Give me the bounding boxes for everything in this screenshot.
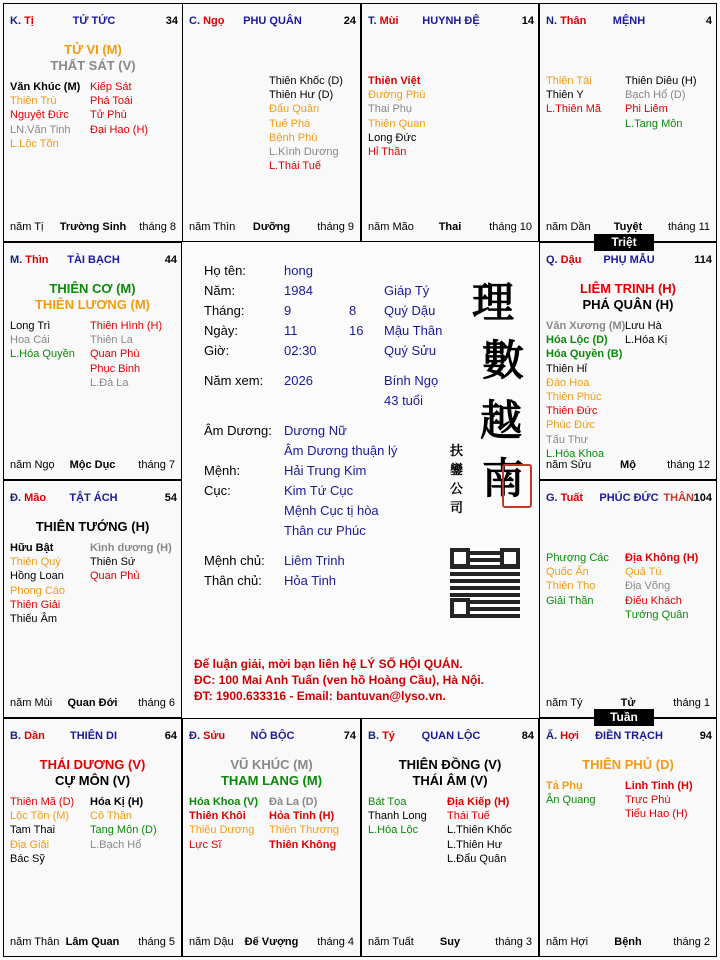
minor-star: L.Hóa Khoa (546, 447, 605, 460)
minor-star: Đà La (D) (269, 796, 318, 808)
palace-age: 24 (343, 15, 356, 27)
palace-footer (10, 697, 175, 711)
palace-ty (3, 3, 183, 242)
minor-star: Thiên Việt (368, 75, 421, 87)
seal-text: 扶 鑾 公 司 (450, 444, 464, 516)
palace-branch: Mão (24, 492, 47, 504)
minor-star: Thiên Trù (10, 95, 57, 108)
main-star: THIÊN CƠ (M) (49, 281, 136, 296)
star-list-left (10, 541, 65, 626)
minor-star: Hữu Bật (10, 542, 54, 554)
palace-year: năm Tuất (368, 936, 414, 948)
main-star: CỰ MÔN (V) (54, 773, 131, 788)
minor-star: Thiên Quý (10, 556, 61, 569)
main-star: VŨ KHÚC (M) (230, 757, 313, 772)
gio-label: Giờ: (204, 343, 230, 358)
palace-name: HUYNH ĐỆ (422, 15, 480, 27)
star-list-left (10, 795, 74, 866)
minor-star: Tấu Thư (546, 433, 589, 446)
palace-stage: Tử (620, 697, 636, 709)
minor-star: Trực Phù (625, 794, 671, 807)
palace-mao (3, 480, 182, 718)
minor-star: Phi Liêm (625, 103, 668, 116)
minor-star: Thiếu Dương (189, 824, 255, 837)
star-list-right (269, 74, 343, 173)
calligraphy-char-4: 南 (482, 454, 525, 503)
minor-star: Hóa Quyền (B) (546, 348, 623, 361)
minor-star: Quốc Ấn (546, 566, 589, 579)
star-list-right (447, 795, 512, 866)
palace-month: tháng 1 (673, 697, 710, 709)
minor-star: L.Bạch Hổ (90, 838, 142, 851)
minor-star: Thiên Hình (H) (90, 320, 163, 332)
minor-star: Quan Phù (90, 348, 140, 361)
minor-star: Tang Môn (D) (90, 824, 157, 837)
palace-name: QUAN LỘC (421, 730, 481, 742)
palace-stem: T. (368, 15, 380, 27)
nam-xem-value: 2026 (284, 373, 313, 388)
palace-name: TẬT ÁCH (69, 492, 118, 504)
palace-month: tháng 2 (673, 936, 710, 948)
star-list-right (625, 551, 698, 622)
minor-star: Thiên Không (269, 838, 337, 851)
minor-star: Thiên Phúc (546, 391, 602, 404)
palace-stem: Đ. (10, 492, 25, 504)
palace-header (10, 254, 177, 270)
minor-star: Hóa Lộc (D) (546, 334, 608, 347)
thang-value: 9 (284, 303, 292, 318)
am-duong-label: Âm Dương: (204, 423, 272, 438)
star-list-right (625, 319, 667, 347)
palace-age: 114 (694, 254, 712, 266)
palace-month: tháng 4 (317, 936, 354, 948)
nam-can-chi: Giáp Tý (384, 283, 430, 298)
minor-star: L.Lộc Tồn (10, 137, 59, 150)
star-list-left (368, 74, 425, 159)
palace-ti (361, 718, 539, 957)
palace-stem: C. (189, 15, 204, 27)
palace-footer (368, 221, 532, 235)
palace-stem: Ấ. (546, 730, 561, 742)
palace-year: năm Tị (10, 221, 44, 233)
menh-chu-value: Liêm Trinh (284, 553, 345, 568)
palace-stem: B. (10, 730, 25, 742)
minor-star: Thiên Tài (546, 75, 592, 87)
palace-name: TỬ TỨC (72, 15, 116, 27)
minor-star: L.Thiên Khốc (447, 824, 512, 837)
minor-star: L.Đẩu Quân (447, 852, 507, 865)
star-list-left (546, 551, 609, 608)
than-marker: THÂN (663, 492, 694, 504)
calligraphy-char-3: 越 (480, 396, 523, 445)
tuoi-value: 43 tuổi (384, 393, 424, 408)
palace-tuat (539, 480, 717, 718)
palace-header (546, 730, 712, 746)
main-star: THẤT SÁT (V) (50, 58, 136, 73)
palace-year: năm Dần (546, 221, 591, 233)
palace-footer (189, 221, 354, 235)
minor-star: L.Thiên Hư (447, 838, 503, 851)
palace-year: năm Mùi (10, 697, 53, 709)
palace-header (368, 15, 534, 31)
minor-star: Quan Phủ (90, 570, 140, 583)
palace-month: tháng 5 (138, 936, 175, 948)
palace-age: 64 (164, 730, 177, 742)
minor-star: L.Thiên Mã (546, 103, 602, 116)
palace-header (10, 730, 177, 746)
calligraphy-char-2: 數 (482, 336, 525, 385)
palace-stem: B. (368, 730, 383, 742)
star-list-right (269, 795, 339, 852)
minor-star: Địa Võng (625, 580, 671, 593)
palace-year: năm Thìn (189, 221, 236, 233)
palace-than (539, 3, 717, 242)
than-chu-value: Hỏa Tinh (284, 573, 337, 588)
contact-line-3: ĐT: 1900.633316 - Email: bantuvan@lyso.vn. (194, 689, 446, 703)
minor-star: Phong Cáo (10, 584, 66, 597)
menh-chu-label: Mệnh chủ: (204, 553, 265, 568)
star-list-right (625, 74, 697, 131)
palace-footer (189, 936, 354, 950)
minor-star: Thái Tuế (447, 810, 490, 823)
nam-label: Năm: (204, 283, 236, 298)
palace-year: năm Tý (546, 697, 583, 709)
palace-footer (10, 936, 175, 950)
palace-header (546, 254, 712, 270)
triet-tag: Triệt (594, 234, 654, 251)
minor-star: Đẩu Quân (269, 103, 320, 116)
minor-star: Ân Quang (546, 794, 596, 807)
star-list-left (546, 319, 625, 461)
palace-name: PHỤ MẪU (603, 254, 655, 266)
minor-star: Thiên Thọ (546, 580, 596, 593)
ngay-can-chi: Mậu Thân (384, 323, 443, 338)
palace-name: PHU QUÂN (243, 15, 302, 27)
palace-stage: Bệnh (614, 936, 642, 948)
minor-star: Lưu Hà (625, 320, 662, 332)
minor-star: Thiếu Âm (10, 613, 58, 626)
minor-star: Thiên Đức (546, 405, 598, 418)
palace-stage: Thai (438, 221, 462, 233)
minor-star: Thiên Khốc (D) (269, 75, 343, 87)
cuc-label: Cục: (204, 483, 231, 498)
minor-star: Địa Giải (10, 838, 50, 851)
minor-star: Thiên Quan (368, 117, 426, 130)
minor-star: Tử Phù (90, 109, 127, 122)
palace-month: tháng 6 (138, 697, 175, 709)
minor-star: Đường Phù (368, 89, 426, 102)
minor-star: Long Đức (368, 131, 417, 144)
palace-year: năm Sửu (546, 459, 592, 471)
palace-branch: Dậu (560, 254, 582, 266)
palace-header (10, 15, 178, 31)
palace-month: tháng 11 (667, 221, 710, 233)
main-star: THÁI DƯƠNG (V) (39, 757, 146, 772)
than-chu-label: Thân chủ: (204, 573, 262, 588)
star-list-left (546, 779, 596, 807)
palace-stage: Tuyệt (613, 221, 643, 233)
minor-star: Hỏa Tinh (H) (269, 810, 335, 823)
qr-code (450, 548, 520, 618)
palace-name: ĐIỀN TRẠCH (595, 730, 663, 742)
palace-branch: Hợi (560, 730, 579, 742)
ho-ten-label: Họ tên: (204, 263, 246, 278)
nam-xem-label: Năm xem: (204, 373, 264, 388)
cuc-note: Mệnh Cục tị hòa (284, 503, 379, 518)
palace-age: 94 (699, 730, 712, 742)
palace-year: năm Thân (10, 936, 60, 948)
minor-star: Hỉ Thần (368, 146, 407, 159)
palace-month: tháng 10 (489, 221, 532, 233)
cuc-value: Kim Tứ Cục (284, 483, 354, 498)
minor-star: Long Trì (10, 320, 51, 332)
star-list-left (546, 74, 601, 117)
contact-line-2: ĐC: 100 Mai Anh Tuấn (ven hồ Hoàng Cầu), Hà Nội. (194, 673, 485, 687)
star-list-right (90, 319, 162, 390)
palace-branch: Sửu (203, 730, 226, 742)
palace-branch: Tý (382, 730, 395, 742)
palace-month: tháng 12 (667, 459, 710, 471)
palace-branch: Thân (560, 15, 587, 27)
star-list-right (90, 795, 157, 852)
red-seal-stamp (502, 464, 532, 508)
minor-star: Tam Thai (10, 824, 56, 837)
palace-footer (546, 936, 710, 950)
center-info-panel (182, 242, 539, 718)
palace-footer (10, 459, 175, 473)
minor-star: Linh Tinh (H) (625, 780, 693, 792)
gio-can-chi: Quý Sửu (384, 343, 437, 358)
palace-month: tháng 9 (317, 221, 354, 233)
main-star: THAM LANG (M) (220, 773, 323, 788)
palace-branch: Dần (24, 730, 45, 742)
palace-header (189, 730, 356, 746)
minor-star: Thiên La (90, 334, 133, 347)
minor-star: Bạch Hổ (D) (625, 89, 686, 102)
palace-dan (3, 718, 182, 957)
palace-name: THIÊN DI (69, 730, 118, 742)
minor-star: Thiên Giải (10, 598, 61, 611)
minor-star: Hóa Kị (H) (90, 796, 144, 808)
palace-age: 84 (521, 730, 534, 742)
minor-star: Kiếp Sát (90, 81, 132, 93)
palace-age: 34 (165, 15, 178, 27)
minor-star: Tướng Quân (625, 608, 689, 621)
minor-star: L.Đà La (90, 376, 129, 389)
palace-footer (546, 221, 710, 235)
palace-footer (546, 459, 710, 473)
minor-star: Thiên Diêu (H) (625, 75, 697, 87)
palace-footer (10, 221, 176, 235)
star-list-left (10, 319, 75, 362)
minor-star: Kình dương (H) (90, 542, 172, 554)
minor-star: Quả Tú (625, 566, 662, 579)
ho-ten-value: hong (284, 263, 313, 278)
star-list-right (625, 779, 693, 822)
minor-star: L.Tang Môn (625, 117, 683, 130)
minor-star: Hóa Khoa (V) (189, 796, 259, 808)
palace-age: 4 (705, 15, 712, 27)
main-star: THÁI ÂM (V) (412, 773, 488, 788)
palace-stage: Quan Đới (67, 697, 118, 709)
minor-star: Bát Tọa (368, 796, 407, 808)
palace-stem: Q. (546, 254, 561, 266)
minor-star: Địa Không (H) (625, 552, 699, 564)
minor-star: Thiên Sứ (90, 556, 136, 569)
palace-age: 74 (343, 730, 356, 742)
contact-line-1: Để luận giải, mời bạn liên hệ LÝ SỐ HỘI QUÁN. (194, 657, 463, 671)
am-duong-value: Dương Nữ (284, 423, 347, 438)
palace-stage: Dưỡng (252, 221, 291, 233)
minor-star: Thai Phụ (368, 103, 413, 116)
minor-star: Nguyệt Đức (10, 109, 69, 122)
than-cu-note: Thân cư Phúc (284, 523, 366, 538)
palace-month: tháng 7 (138, 459, 175, 471)
minor-star: L.Thái Tuế (269, 160, 321, 173)
minor-star: Hồng Loan (10, 570, 64, 583)
palace-mui (361, 3, 539, 242)
main-star: TỬ VI (M) (64, 42, 122, 57)
minor-star: Địa Kiếp (H) (447, 796, 510, 808)
minor-star: Hoa Cái (10, 334, 50, 347)
palace-thin (3, 242, 182, 480)
palace-branch: Tuất (560, 492, 584, 504)
minor-star: Bác Sỹ (10, 852, 45, 865)
palace-name: TÀI BẠCH (67, 254, 120, 266)
star-list-right (90, 541, 172, 584)
minor-star: L.Hóa Lộc (368, 824, 419, 837)
minor-star: Thiên Hỉ (546, 362, 587, 375)
thang-can-chi: Quý Dậu (384, 303, 436, 318)
star-list-left (10, 80, 80, 151)
minor-star: Thiên Y (546, 89, 584, 102)
main-star: THIÊN PHỦ (D) (582, 757, 674, 772)
palace-header (189, 15, 356, 31)
palace-branch: Thìn (25, 254, 49, 266)
minor-star: LN.Văn Tinh (10, 123, 71, 136)
palace-stage: Trường Sinh (59, 221, 127, 233)
palace-stage: Mộ (620, 459, 636, 471)
minor-star: Điếu Khách (625, 594, 682, 607)
main-star: LIÊM TRINH (H) (579, 281, 677, 296)
minor-star: Giải Thần (546, 594, 594, 607)
menh-label: Mệnh: (204, 463, 241, 478)
main-star: THIÊN ĐỒNG (V) (398, 757, 502, 772)
ngay-value: 11 (284, 323, 298, 338)
nam-xem-can-chi: Bính Ngọ (384, 373, 439, 388)
palace-age: 54 (164, 492, 177, 504)
palace-stem: Đ. (189, 730, 204, 742)
minor-star: Phúc Đức (546, 419, 595, 432)
minor-star: Thanh Long (368, 810, 427, 823)
palace-year: năm Dậu (189, 936, 234, 948)
palace-name: NÔ BỘC (250, 730, 295, 742)
star-list-left (368, 795, 427, 838)
nam-value: 1984 (284, 283, 313, 298)
palace-age: 104 (693, 492, 712, 504)
minor-star: Phục Binh (90, 362, 141, 375)
palace-stage: Lâm Quan (65, 936, 120, 948)
main-star: THIÊN TƯỚNG (H) (35, 519, 150, 534)
star-list-right (90, 80, 148, 137)
minor-star: L.Kình Dương (269, 146, 339, 159)
palace-month: tháng 8 (139, 221, 176, 233)
star-list-left (189, 795, 258, 852)
palace-stage: Suy (439, 936, 461, 948)
main-star: THIÊN LƯƠNG (M) (34, 297, 151, 312)
palace-header (546, 15, 712, 31)
thang-am-value: 8 (349, 303, 357, 318)
gio-value: 02:30 (284, 343, 317, 358)
palace-month: tháng 3 (495, 936, 532, 948)
palace-footer (368, 936, 532, 950)
palace-age: 14 (521, 15, 534, 27)
palace-name: PHÚC ĐỨC (599, 492, 659, 504)
minor-star: Thiên Thương (269, 824, 340, 837)
minor-star: Lộc Tồn (M) (10, 810, 70, 823)
minor-star: L.Hóa Quyền (10, 348, 75, 361)
minor-star: Văn Xương (M) (546, 320, 626, 332)
palace-stage: Mộc Dục (69, 459, 116, 471)
minor-star: Tuế Phá (269, 117, 311, 130)
minor-star: Phượng Các (546, 552, 609, 564)
minor-star: Bệnh Phù (269, 131, 318, 144)
minor-star: Phá Toái (90, 95, 133, 108)
ngay-label: Ngày: (204, 323, 238, 338)
palace-header (10, 492, 177, 508)
menh-value: Hải Trung Kim (284, 463, 367, 478)
minor-star: Đại Hao (H) (90, 123, 149, 136)
minor-star: Tả Phụ (546, 780, 583, 792)
tuan-tag: Tuần (594, 709, 654, 726)
minor-star: Lực Sĩ (189, 838, 222, 851)
palace-stage: Đế Vượng (244, 936, 299, 948)
palace-year: năm Mão (368, 221, 414, 233)
palace-dau (539, 242, 717, 480)
palace-stem: M. (10, 254, 26, 266)
ngay-am-value: 16 (349, 323, 364, 338)
minor-star: Thiên Hư (D) (269, 89, 334, 102)
minor-star: Văn Khúc (M) (10, 81, 81, 93)
minor-star: Thiên Mã (D) (10, 796, 75, 808)
minor-star: Thiên Khôi (189, 810, 246, 823)
palace-stem: K. (10, 15, 25, 27)
am-duong-note: Âm Dương thuận lý (284, 443, 398, 458)
minor-star: Đào Hoa (546, 376, 590, 389)
palace-year: năm Ngọ (10, 459, 55, 471)
palace-branch: Ngọ (203, 15, 225, 27)
minor-star: Cô Thần (90, 810, 132, 823)
palace-hoi (539, 718, 717, 957)
palace-stem: N. (546, 15, 561, 27)
palace-branch: Mùi (379, 15, 399, 27)
minor-star: L.Hóa Kị (625, 334, 668, 347)
palace-branch: Tị (24, 15, 34, 27)
palace-year: năm Hợi (546, 936, 589, 948)
minor-star: Tiểu Hao (H) (625, 808, 688, 821)
palace-name: MỆNH (612, 15, 646, 27)
palace-suu (182, 718, 361, 957)
main-star: PHÁ QUÂN (H) (582, 297, 674, 312)
palace-header (546, 492, 712, 508)
calligraphy-char-1: 理 (472, 278, 515, 327)
palace-ngo (182, 3, 361, 242)
palace-stem: G. (546, 492, 561, 504)
thang-label: Tháng: (204, 303, 245, 318)
palace-header (368, 730, 534, 746)
palace-age: 44 (164, 254, 177, 266)
